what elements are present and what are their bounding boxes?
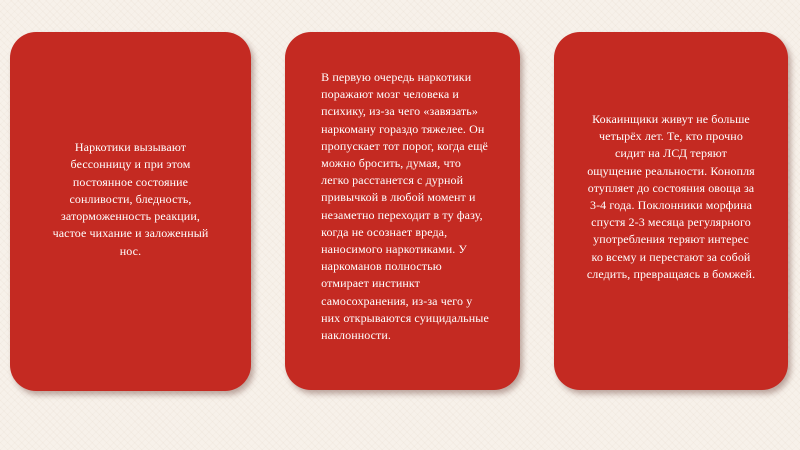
card-insomnia-symptoms: [10, 32, 251, 391]
card-drug-life-expectancy: [554, 32, 788, 390]
card-text: Наркотики вызывают бессонницу и при этом постоянное состояние сонливости, бледность, заторможенность реакции, частое чихание и заложенный нос.: [52, 140, 209, 258]
card-text: В первую очередь наркотики поражают мозг человека и психику, из-за чего «завязать» наркоману гораздо тяжелее. Он пропускает тот порог, когда ещё можно бросить, думая, что легко расстанется с дурной привычкой в любой момент и незаметно переходит в ту фазу, когда не осознает вреда, наносимого наркотиками. У наркоманов полностью отмирает инстинкт самосохранения, из-за чего у них открываются суицидальные наклонности.: [321, 70, 489, 343]
card-text: Кокаинщики живут не больше четырёх лет. Те, кто прочно сидит на ЛСД теряют ощущение реальности. Конопля отупляет до состояния овоща за 3-4 года. Поклонники морфина спустя 2-3 месяца регулярного употребления теряют интерес ко всему и перестают за собой следить, превращаясь в бомжей.: [586, 111, 756, 281]
card-brain-psyche-effects: [285, 32, 520, 390]
